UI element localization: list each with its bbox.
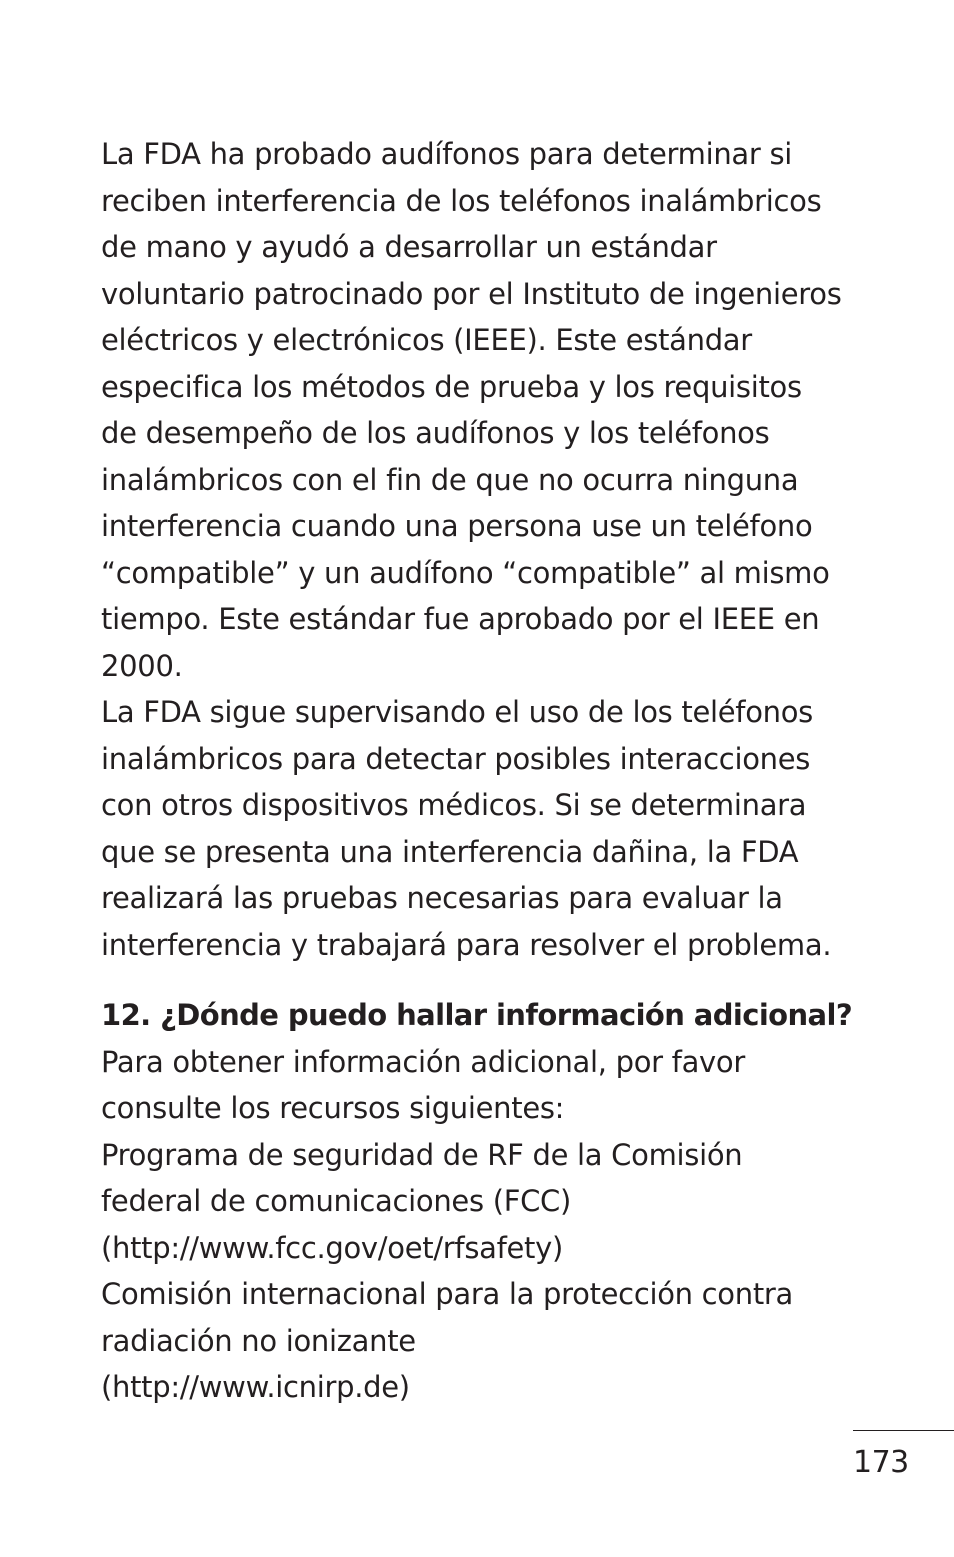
url-fcc: (http://www.fcc.gov/oet/rfsafety) — [101, 1230, 564, 1265]
text-line: Comisión internacional para la protección contra — [101, 1277, 793, 1311]
text-line: “compatible” y un audífono “compatible” al mismo — [101, 555, 830, 590]
text-line: con otros dispositivos médicos. Si se determinara — [101, 788, 807, 822]
text-line: Programa de seguridad de RF de la Comisión — [101, 1137, 743, 1172]
text-line: eléctricos y electrónicos (IEEE). Este estándar — [101, 323, 752, 357]
text-line: consulte los recursos siguientes: — [101, 1091, 565, 1125]
text-line: La FDA sigue supervisando el uso de los teléfonos — [101, 695, 813, 729]
page-content — [101, 131, 891, 1411]
section-heading: 12. ¿Dónde puedo hallar información adicional? — [101, 998, 853, 1032]
text-line: especifica los métodos de prueba y los requisitos — [101, 369, 802, 404]
text-line: de mano y ayudó a desarrollar un estándar — [101, 230, 717, 264]
text-line: Para obtener información adicional, por favor — [101, 1044, 745, 1079]
text-line: inalámbricos con el fin de que no ocurra ninguna — [101, 462, 799, 497]
text-line: 2000. — [101, 648, 183, 683]
text-line: La FDA ha probado audífonos para determinar si — [101, 137, 793, 171]
footer-rule — [853, 1430, 954, 1431]
page-number: 173 — [853, 1445, 909, 1480]
text-line: que se presenta una interferencia dañina, la FDA — [101, 834, 799, 869]
text-line: voluntario patrocinado por el Instituto de ingenieros — [101, 276, 842, 311]
text-line: federal de comunicaciones (FCC) — [101, 1184, 572, 1218]
url-icnirp: (http://www.icnirp.de) — [101, 1370, 410, 1404]
paragraph-fda-monitoring — [101, 689, 891, 968]
text-line: interferencia y trabajará para resolver el problema. — [101, 927, 832, 962]
text-line: realizará las pruebas necesarias para evaluar la — [101, 881, 783, 915]
paragraph-hearing-aids — [101, 131, 891, 689]
paragraph-additional-info — [101, 1039, 891, 1411]
text-line: tiempo. Este estándar fue aprobado por el IEEE en — [101, 602, 820, 636]
text-line: inalámbricos para detectar posibles interacciones — [101, 741, 811, 776]
text-line: radiación no ionizante — [101, 1323, 416, 1358]
text-line: reciben interferencia de los teléfonos inalámbricos — [101, 183, 822, 218]
text-line: interferencia cuando una persona use un teléfono — [101, 509, 813, 543]
text-line: de desempeño de los audífonos y los teléfonos — [101, 416, 770, 450]
